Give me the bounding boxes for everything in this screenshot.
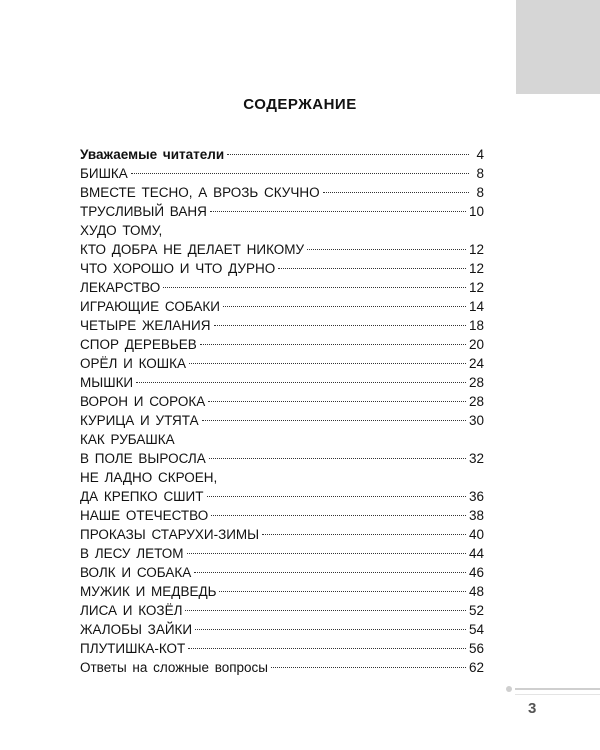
toc-dot-leader: [227, 154, 469, 155]
toc-page-number: 12: [468, 242, 484, 257]
footer-line-thin-decoration: [515, 694, 600, 695]
toc-page-number: 36: [468, 489, 484, 504]
toc-entry: [80, 392, 484, 411]
toc-page-number: 28: [468, 394, 484, 409]
toc-dot-leader: [278, 268, 466, 269]
toc-page-number: 10: [468, 204, 484, 219]
toc-dot-leader: [209, 458, 466, 459]
toc-page-number: 18: [468, 318, 484, 333]
toc-entry: [80, 411, 484, 430]
toc-page-number: 20: [468, 337, 484, 352]
toc-entry: [80, 240, 484, 259]
toc-entry: [80, 335, 484, 354]
toc-entry: [80, 544, 484, 563]
toc-entry-title: Уважаемые читатели: [80, 147, 225, 162]
toc-dot-leader: [271, 667, 466, 668]
toc-entry-title: КУРИЦА И УТЯТА: [80, 413, 199, 428]
page-number: 3: [528, 700, 537, 717]
toc-dot-leader: [210, 211, 466, 212]
footer-line-decoration: [515, 688, 600, 690]
toc-entry-title: ЧЕТЫРЕ ЖЕЛАНИЯ: [80, 318, 211, 333]
toc-dot-leader: [207, 496, 466, 497]
toc-page-number: 32: [468, 451, 484, 466]
toc-entry-title: ПЛУТИШКА-КОТ: [80, 641, 186, 656]
toc-entry: [80, 525, 484, 544]
toc-entry-title: В ПОЛЕ ВЫРОСЛА: [80, 451, 206, 466]
toc-page-number: 14: [468, 299, 484, 314]
toc-entry-title: ЛЕКАРСТВО: [80, 280, 161, 295]
toc-entry-title: В ЛЕСУ ЛЕТОМ: [80, 546, 184, 561]
toc-entry: [80, 183, 484, 202]
toc-dot-leader: [307, 249, 466, 250]
toc-page-number: 38: [468, 508, 484, 523]
toc-entry: [80, 316, 484, 335]
toc-entry-title: Ответы на сложные вопросы: [80, 660, 269, 675]
toc-dot-leader: [223, 306, 466, 307]
toc-dot-leader: [214, 325, 466, 326]
toc-entry-title: ВОЛК И СОБАКА: [80, 565, 192, 580]
toc-entry: [80, 259, 484, 278]
toc-entry: [80, 354, 484, 373]
toc-page-number: 24: [468, 356, 484, 371]
toc-entry: [80, 202, 484, 221]
toc-dot-leader: [194, 572, 466, 573]
toc-page-number: 12: [468, 280, 484, 295]
toc-page-number: 56: [468, 641, 484, 656]
toc-entry-title-line: КАК РУБАШКА: [80, 432, 175, 447]
toc-dot-leader: [188, 648, 466, 649]
toc-dot-leader: [131, 173, 469, 174]
toc-page-number: 4: [476, 147, 484, 162]
toc-dot-leader: [187, 553, 466, 554]
toc-entry: [80, 164, 484, 183]
toc-entry-title: ОРЁЛ И КОШКА: [80, 356, 187, 371]
toc-dot-leader: [219, 591, 466, 592]
page-title: СОДЕРЖАНИЕ: [243, 96, 357, 113]
toc-entry: [80, 449, 484, 468]
toc-entry-title-line: НЕ ЛАДНО СКРОЕН,: [80, 470, 218, 485]
toc-entry-title: ВМЕСТЕ ТЕСНО, А ВРОЗЬ СКУЧНО: [80, 185, 320, 200]
toc-entry-title: ЖАЛОБЫ ЗАЙКИ: [80, 622, 193, 637]
toc-page-number: 44: [468, 546, 484, 561]
toc-dot-leader: [202, 420, 466, 421]
toc-entry: [80, 563, 484, 582]
toc-entry-title: ПРОКАЗЫ СТАРУХИ-ЗИМЫ: [80, 527, 260, 542]
toc-entry-title: ИГРАЮЩИЕ СОБАКИ: [80, 299, 220, 314]
toc-entry: [80, 506, 484, 525]
toc-dot-leader: [136, 382, 466, 383]
toc-entry-title: МУЖИК И МЕДВЕДЬ: [80, 584, 217, 599]
toc-entry: [80, 487, 484, 506]
toc-entry-title: НАШЕ ОТЕЧЕСТВО: [80, 508, 209, 523]
toc-page-number: 12: [468, 261, 484, 276]
table-of-contents: [80, 145, 484, 677]
toc-dot-leader: [189, 363, 466, 364]
toc-entry-title: СПОР ДЕРЕВЬЕВ: [80, 337, 197, 352]
toc-dot-leader: [323, 192, 469, 193]
toc-page-number: 8: [476, 185, 484, 200]
toc-entry: [80, 658, 484, 677]
toc-dot-leader: [163, 287, 466, 288]
toc-entry-title: КТО ДОБРА НЕ ДЕЛАЕТ НИКОМУ: [80, 242, 305, 257]
toc-dot-leader: [211, 515, 466, 516]
toc-dot-leader: [195, 629, 466, 630]
toc-entry-title: МЫШКИ: [80, 375, 134, 390]
toc-dot-leader: [262, 534, 466, 535]
toc-entry: [80, 278, 484, 297]
toc-page-number: 48: [468, 584, 484, 599]
toc-entry-title-line: ХУДО ТОМУ,: [80, 223, 163, 238]
toc-page-number: 46: [468, 565, 484, 580]
toc-entry-title: ЛИСА И КОЗЁЛ: [80, 603, 183, 618]
toc-entry: [80, 601, 484, 620]
toc-entry-title: ДА КРЕПКО СШИТ: [80, 489, 204, 504]
toc-page-number: 40: [468, 527, 484, 542]
toc-entry: [80, 639, 484, 658]
toc-entry-title: ТРУСЛИВЫЙ ВАНЯ: [80, 204, 207, 219]
toc-page-number: 30: [468, 413, 484, 428]
corner-tab-decoration: [516, 0, 600, 94]
footer-dot-decoration: [506, 686, 512, 692]
toc-entry: [80, 582, 484, 601]
toc-entry-title: ЧТО ХОРОШО И ЧТО ДУРНО: [80, 261, 276, 276]
toc-entry-title: ВОРОН И СОРОКА: [80, 394, 206, 409]
toc-page-number: 8: [476, 166, 484, 181]
toc-entry: [80, 373, 484, 392]
toc-entry: [80, 145, 484, 164]
toc-entry: [80, 297, 484, 316]
toc-dot-leader: [200, 344, 466, 345]
toc-dot-leader: [208, 401, 466, 402]
toc-dot-leader: [185, 610, 466, 611]
toc-page-number: 28: [468, 375, 484, 390]
toc-page-number: 54: [468, 622, 484, 637]
toc-entry-title: БИШКА: [80, 166, 128, 181]
toc-page-number: 62: [468, 660, 484, 675]
toc-page-number: 52: [468, 603, 484, 618]
toc-entry: [80, 620, 484, 639]
